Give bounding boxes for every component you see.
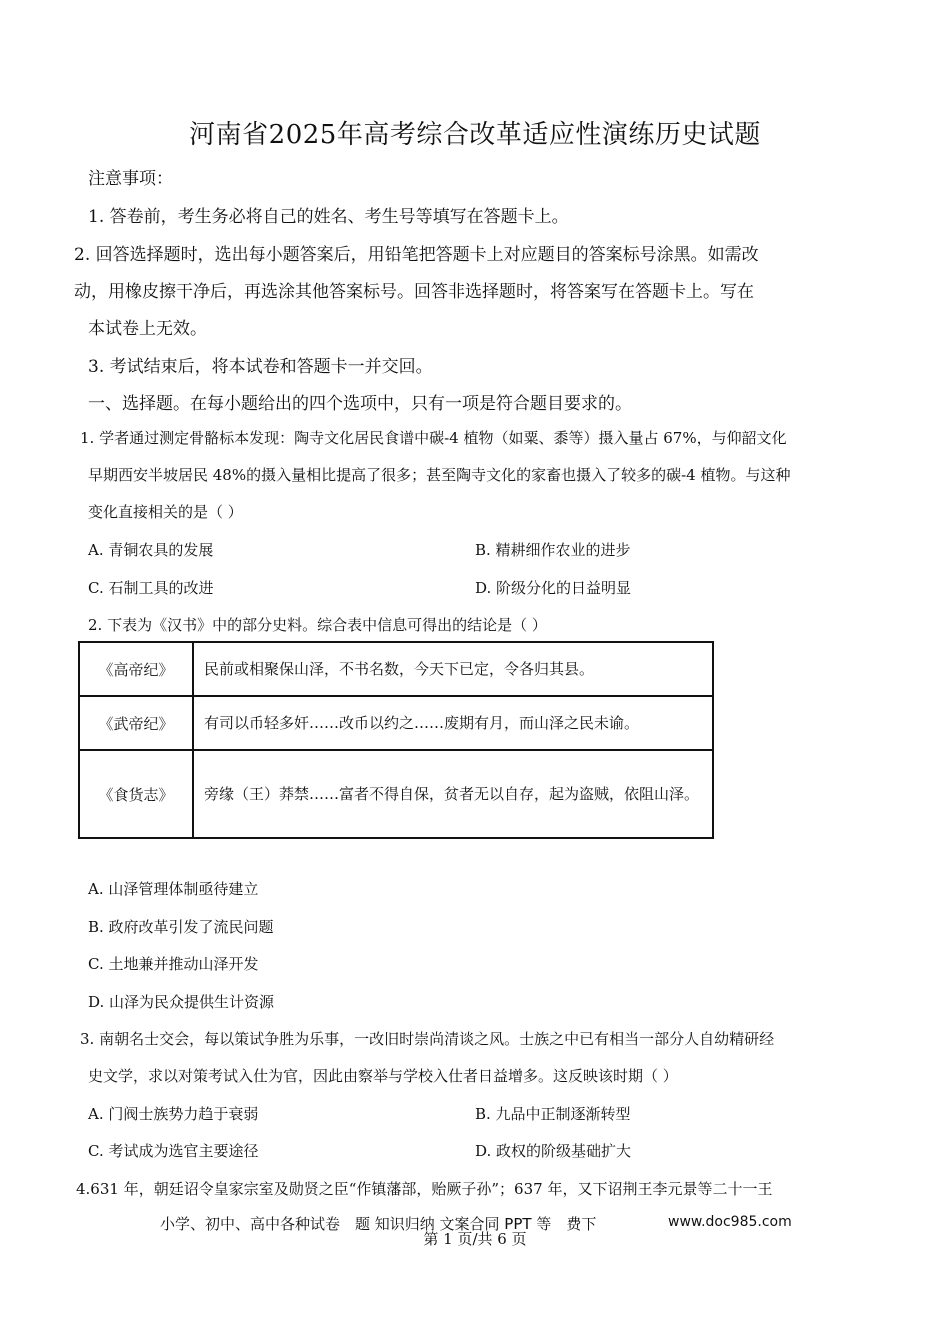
q1-stem-line-1: 1. 学者通过测定骨骼标本发现：陶寺文化居民食谱中碳-4 植物（如粟、黍等）摄入量占 67%，与仰韶文化 [80,429,787,447]
q3-stem-line-2: 史文学，求以对策考试入仕为官，因此由察举与学校入仕者日益增多。这反映该时期（ ） [88,1067,678,1085]
table-row [79,696,713,750]
q3-option-c: C. 考试成为选官主要途径 [88,1142,259,1160]
q1-option-a: A. 青铜农具的发展 [88,541,214,559]
table-cell-text: 旁缘（王）莽禁……富者不得自保，贫者无以自存，起为盗贼，依阻山泽。 [193,750,713,838]
q2-source-table [78,641,714,839]
notice-item-2-line-2: 动，用橡皮擦干净后，再选涂其他答案标号。回答非选择题时，将答案写在答题卡上。写在 [74,282,754,302]
table-cell-book: 《食货志》 [79,750,193,838]
table-cell-text: 有司以币轻多奸……改币以约之……废期有月，而山泽之民未谕。 [193,696,713,750]
q3-option-a: A. 门阀士族势力趋于衰弱 [88,1105,259,1123]
q1-option-c: C. 石制工具的改进 [88,579,214,597]
table-cell-book: 《高帝纪》 [79,642,193,696]
footer-ad-text: 小学、初中、高中各种试卷 题 知识归纳 文案合同 PPT 等 费下 [160,1215,597,1233]
notice-item-2-line-3: 本试卷上无效。 [88,319,207,339]
table-row [79,750,713,838]
table-row [79,642,713,696]
q3-option-d: D. 政权的阶级基础扩大 [475,1142,632,1160]
q1-stem-line-2: 早期西安半坡居民 48%的摄入量相比提高了很多；甚至陶寺文化的家畜也摄入了较多的碳-4 植物。与这种 [88,466,791,484]
table-cell-book: 《武帝纪》 [79,696,193,750]
footer-url[interactable]: www.doc985.com [668,1214,792,1230]
q1-option-b: B. 精耕细作农业的进步 [475,541,631,559]
q4-stem-line-1: 4.631 年，朝廷诏令皇家宗室及勋贤之臣“作镇藩部，贻厥子孙”；637 年，又下诏荆王李元景等二十一王 [76,1180,773,1198]
notice-item-2-line-1: 2. 回答选择题时，选出每小题答案后，用铅笔把答题卡上对应题目的答案标号涂黑。如需改 [74,245,759,265]
q2-option-a: A. 山泽管理体制亟待建立 [88,880,259,898]
page-number: 第 1 页/共 6 页 [423,1230,527,1248]
section-heading: 一、选择题。在每小题给出的四个选项中，只有一项是符合题目要求的。 [88,394,632,414]
q1-stem-line-3: 变化直接相关的是（ ） [88,503,243,521]
q2-stem: 2. 下表为《汉书》中的部分史料。综合表中信息可得出的结论是（ ） [88,616,547,634]
notice-item-1: 1. 答卷前，考生务必将自己的姓名、考生号等填写在答题卡上。 [88,207,569,227]
q2-option-b: B. 政府改革引发了流民问题 [88,918,274,936]
q2-option-d: D. 山泽为民众提供生计资源 [88,993,275,1011]
q3-option-b: B. 九品中正制逐渐转型 [475,1105,631,1123]
notice-heading: 注意事项： [88,169,173,189]
q2-option-c: C. 土地兼并推动山泽开发 [88,955,259,973]
page-title: 河南省2025年高考综合改革适应性演练历史试题 [189,120,761,150]
table-cell-text: 民前或相聚保山泽，不书名数，今天下已定，令各归其县。 [193,642,713,696]
q1-option-d: D. 阶级分化的日益明显 [475,579,632,597]
q3-stem-line-1: 3. 南朝名士交会，每以策试争胜为乐事，一改旧时崇尚清谈之风。士族之中已有相当一部分人自幼精研经 [80,1030,775,1048]
notice-item-3: 3. 考试结束后，将本试卷和答题卡一并交回。 [88,357,433,377]
